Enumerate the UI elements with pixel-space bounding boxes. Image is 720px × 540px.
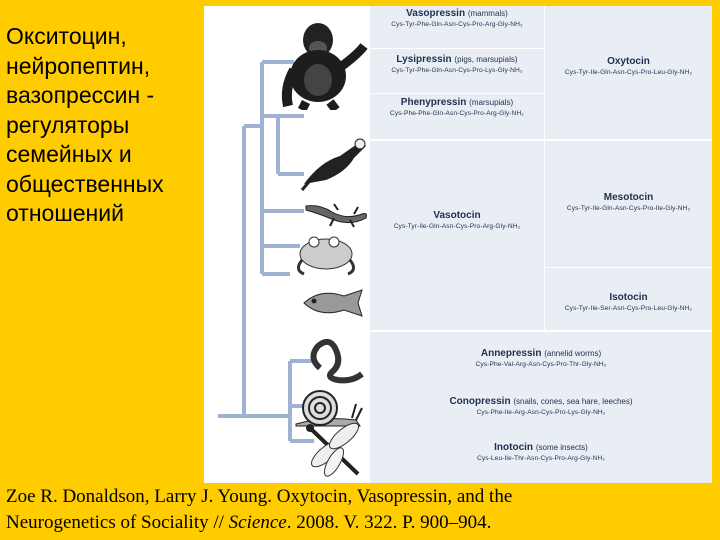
title-line: семейных и — [6, 141, 132, 167]
title-line: регуляторы — [6, 111, 130, 138]
peptide-sequence: Cys-Tyr-Ile-Ser-Asn-Cys-Pro-Leu-Gly-NH₂ — [564, 305, 693, 312]
eagle-icon — [300, 132, 370, 192]
peptide-oxytocin — [545, 56, 712, 76]
peptide-note: (pigs, marsupials) — [454, 55, 518, 64]
peptide-name: Vasotocin — [433, 210, 481, 221]
peptide-sequence: Cys-Phe-Val-Arg-Asn-Cys-Pro-Thr-Gly-NH₂ — [475, 361, 607, 368]
lizard-icon — [304, 196, 370, 228]
worm-icon — [306, 338, 364, 384]
slide-title — [6, 22, 202, 229]
citation — [6, 484, 716, 536]
peptide-inotocin — [370, 442, 712, 462]
peptide-name: Isotocin — [609, 292, 648, 303]
citation-text: Neurogenetics of Sociality // — [6, 512, 229, 533]
peptide-name: Oxytocin — [607, 56, 650, 67]
citation-journal: Science — [228, 512, 287, 533]
peptide-sequence: Cys-Tyr-Ile-Gln-Asn-Cys-Pro-Leu-Gly-NH₂ — [564, 69, 693, 76]
peptide-name: Vasopressin — [406, 8, 466, 19]
peptide-isotocin — [545, 292, 712, 312]
peptide-sequence: Cys-Tyr-Phe-Gln-Asn-Cys-Pro-Arg-Gly-NH₂ — [391, 21, 523, 28]
peptide-name: Conopressin — [449, 396, 511, 407]
title-line: нейропептин, — [6, 52, 151, 79]
peptide-note: (marsupials) — [469, 98, 514, 107]
dragonfly-icon — [304, 422, 366, 478]
peptide-sequence: Cys-Tyr-Phe-Gln-Asn-Cys-Pro-Lys-Gly-NH₂ — [391, 67, 523, 74]
phylogeny-figure — [204, 6, 712, 483]
peptide-mesotocin — [545, 192, 712, 212]
frog-icon — [294, 230, 358, 276]
peptide-sequence: Cys-Phe-Phe-Gln-Asn-Cys-Pro-Arg-Gly-NH₂ — [390, 110, 524, 117]
peptide-note: (snails, cones, sea hare, leeches) — [513, 397, 633, 406]
peptide-conopressin — [370, 396, 712, 416]
citation-text: . 2008. V. 322. P. 900–904. — [286, 512, 492, 533]
peptide-sequence: Cys-Tyr-Ile-Gln-Asn-Cys-Pro-Arg-Gly-NH₂ — [393, 223, 521, 230]
peptide-name: Lysipressin — [396, 54, 452, 65]
citation-line: Zoe R. Donaldson, Larry J. Young. Oxytocin, Vasopressin, and the — [6, 486, 513, 507]
peptide-sequence: Cys-Leu-Ile-Thr-Asn-Cys-Pro-Arg-Gly-NH₂ — [476, 455, 606, 462]
title-line: отношений — [6, 200, 124, 226]
peptide-note: (some insects) — [535, 443, 588, 452]
peptide-name: Annepressin — [480, 348, 542, 359]
title-line: вазопрессин - — [6, 82, 155, 108]
peptide-annepressin — [370, 348, 712, 368]
citation-line — [6, 510, 716, 536]
peptide-vasotocin — [370, 210, 544, 230]
peptide-sequence: Cys-Tyr-Ile-Gln-Asn-Cys-Pro-Ile-Gly-NH₂ — [566, 205, 691, 212]
peptide-phenypressin — [370, 97, 544, 117]
title-line: Окситоцин, — [6, 23, 127, 49]
peptide-lysipressin — [370, 54, 544, 74]
gorilla-icon — [278, 18, 368, 110]
peptide-name: Mesotocin — [603, 192, 654, 203]
peptide-vasopressin — [370, 8, 544, 28]
peptide-note: (mammals) — [467, 9, 508, 18]
fish-icon — [300, 288, 364, 318]
title-line: общественных — [6, 170, 164, 197]
peptide-name: Inotocin — [494, 442, 534, 453]
peptide-note: (annelid worms) — [544, 349, 602, 358]
peptide-name: Phenypressin — [400, 97, 467, 108]
peptide-sequence: Cys-Phe-Ile-Arg-Asn-Cys-Pro-Lys-Gly-NH₂ — [476, 409, 606, 416]
